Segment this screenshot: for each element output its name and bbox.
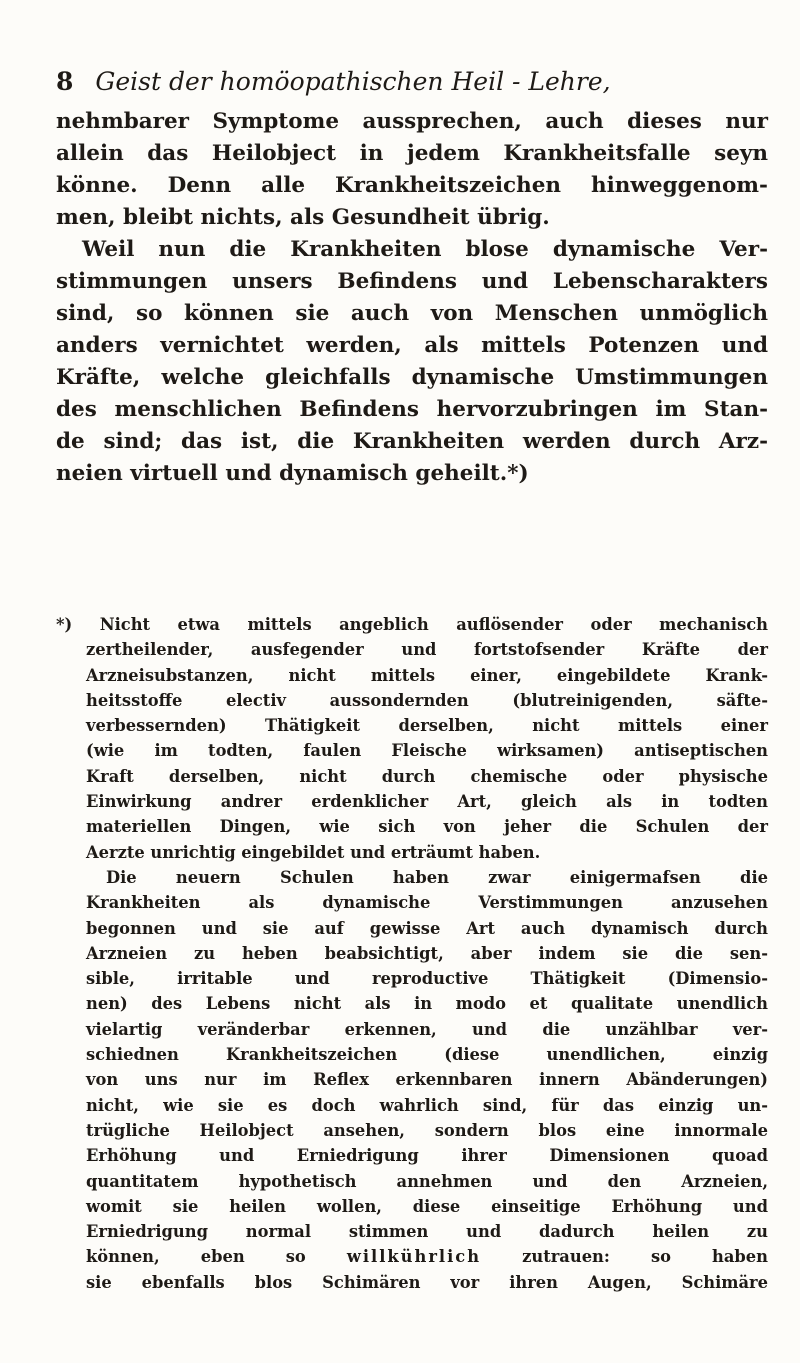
body-line: stimmungen unsers Befindens und Lebenscharakters	[56, 269, 768, 294]
body-line: anders vernichtet werden, als mittels Potenzen und	[56, 333, 768, 358]
body-line: men, bleibt nichts, als Gesundheit übrig.	[56, 205, 550, 230]
footnote-line: materiellen Dingen, wie sich von jeher die Schulen der	[86, 817, 768, 837]
running-title: Geist der homöopathischen Heil - Lehre,	[95, 67, 611, 96]
footnote-line: vielartig veränderbar erkennen, und die unzählbar ver-	[86, 1019, 768, 1039]
footnote-line: begonnen und sie auf gewisse Art auch dynamisch durch	[86, 918, 768, 938]
footnote-line: Kraft derselben, nicht durch chemische oder physische	[86, 766, 768, 786]
body-line: des menschlichen Befindens hervorzubringen im Stan-	[56, 397, 768, 422]
emphasized-word: willkührlich	[346, 1247, 482, 1267]
body-line: de sind; das ist, die Krankheiten werden durch Arz-	[56, 429, 768, 454]
footnote-line: trügliche Heilobject ansehen, sondern blos eine innormale	[86, 1120, 768, 1140]
footnote-line: sible, irritable und reproductive Thätigkeit (Dimensio-	[86, 969, 768, 989]
body-line: sind, so können sie auch von Menschen unmöglich	[56, 301, 768, 326]
footnote-line: Erhöhung und Erniedrigung ihrer Dimensionen quoad	[86, 1146, 768, 1166]
running-head	[56, 62, 756, 102]
footnote-line: Erniedrigung normal stimmen und dadurch heilen zu	[86, 1222, 768, 1242]
footnote	[56, 612, 768, 1295]
footnote-line: Einwirkung andrer erdenklicher Art, gleich als in todten	[86, 792, 768, 812]
page-number: 8	[56, 67, 74, 96]
body-line: könne. Denn alle Krankheitszeichen hinweggenom-	[56, 173, 768, 198]
footnote-line	[56, 1244, 768, 1269]
footnote-line: Die neuern Schulen haben zwar einigermafsen die	[106, 867, 768, 887]
footnote-line: *) Nicht etwa mittels angeblich auflösender oder mechanisch	[56, 615, 768, 634]
footnote-line: Arzneien zu heben beabsichtigt, aber indem sie die sen-	[86, 943, 768, 963]
footnote-line: zertheilender, ausfegender und fortstofsender Kräfte der	[86, 640, 768, 660]
footnote-segment: zutrauen: so haben	[522, 1247, 769, 1267]
footnote-line: verbessernden) Thätigkeit derselben, nicht mittels einer	[86, 716, 768, 736]
footnote-line: womit sie heilen wollen, diese einseitige Erhöhung und	[86, 1196, 768, 1216]
footnote-line: Krankheiten als dynamische Verstimmungen anzusehen	[86, 893, 768, 913]
footnote-line: Aerzte unrichtig eingebildet und erträumt haben.	[86, 842, 541, 862]
body-line: allein das Heilobject in jedem Krankheitsfalle seyn	[56, 141, 768, 166]
main-paragraphs	[56, 106, 768, 490]
footnote-line: von uns nur im Reflex erkennbaren innern Abänderungen)	[86, 1070, 768, 1090]
footnote-line: (wie im todten, faulen Fleische wirksamen) antiseptischen	[86, 741, 768, 761]
body-line: Kräfte, welche gleichfalls dynamische Umstimmungen	[56, 365, 768, 390]
footnote-segment: können, eben so	[86, 1247, 306, 1267]
footnote-line: quantitatem hypothetisch annehmen und den Arzneien,	[86, 1171, 768, 1191]
footnote-line: sie ebenfalls blos Schimären vor ihren Augen, Schimäre	[86, 1272, 768, 1292]
footnote-line: nen) des Lebens nicht als in modo et qualitate unendlich	[86, 994, 768, 1014]
body-line: nehmbarer Symptome aussprechen, auch dieses nur	[56, 109, 768, 134]
footnote-line: nicht, wie sie es doch wahrlich sind, für das einzig un-	[86, 1095, 768, 1115]
footnote-line: schiednen Krankheitszeichen (diese unendlichen, einzig	[86, 1045, 768, 1065]
footnote-line: Arzneisubstanzen, nicht mittels einer, eingebildete Krank-	[86, 665, 768, 685]
body-line: neien virtuell und dynamisch geheilt.*)	[56, 461, 529, 486]
footnote-line: heitsstoffe electiv aussondernden (blutreinigenden, säfte-	[86, 690, 768, 710]
body-line: Weil nun die Krankheiten blose dynamische Ver-	[82, 237, 768, 262]
